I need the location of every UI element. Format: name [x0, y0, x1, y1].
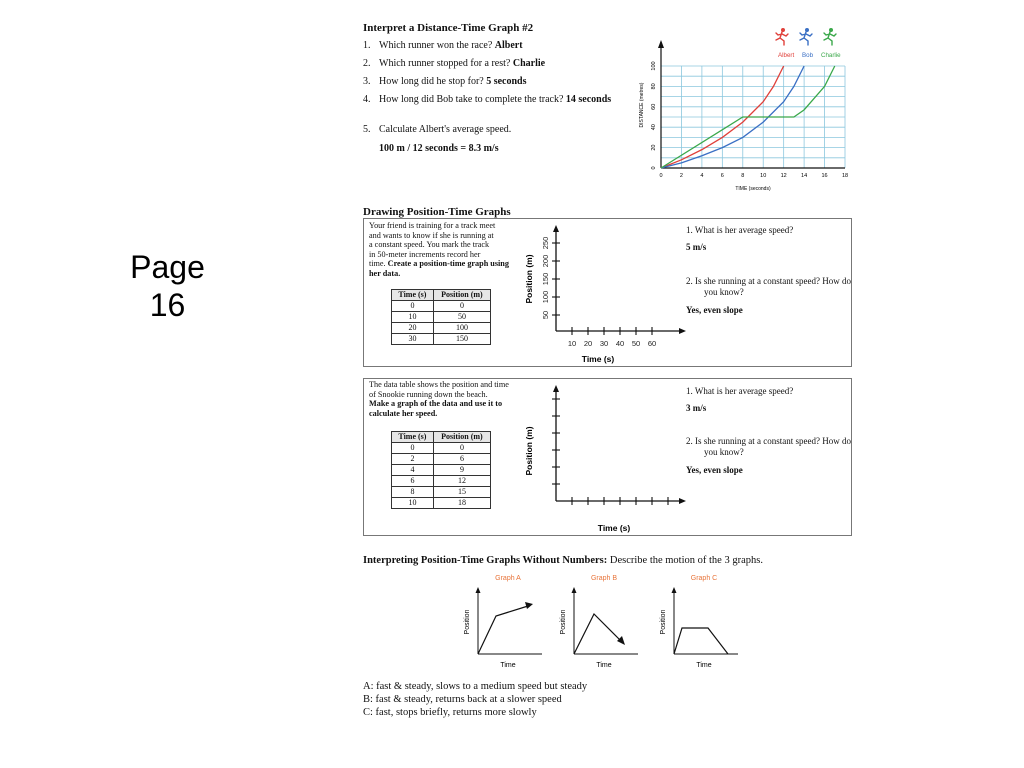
box1-data-table: Time (s) Position (m) 0 0 10 50 20 100 30 150 — [391, 289, 491, 345]
runner-bob-icon — [800, 28, 812, 45]
x-tick-label: 8 — [741, 173, 745, 179]
legend-charlie: Charlie — [821, 52, 841, 59]
x-axis-label: TIME (seconds) — [735, 186, 771, 192]
exercise-box-1 — [363, 218, 852, 367]
table-row: 0 0 — [392, 443, 491, 454]
box2-answer-2: Yes, even slope — [686, 465, 743, 475]
graph-a-label: Graph A — [495, 575, 521, 582]
question-5: 5. Calculate Albert's average speed. — [363, 124, 512, 135]
x-tick-labels — [659, 173, 848, 179]
page-label — [110, 248, 225, 324]
page-label-line1: Page — [130, 249, 205, 285]
graph-c — [660, 575, 738, 669]
x-tick-label: 0 — [659, 173, 663, 179]
position-time-ticks-2 — [552, 399, 668, 505]
table-row: 6 12 — [392, 476, 491, 487]
question-1: 1. Which runner won the race? Albert — [363, 40, 523, 51]
distance-time-chart — [635, 20, 850, 195]
graph-b — [560, 575, 638, 669]
x-tick-label: 6 — [720, 173, 724, 179]
y-tick-labels — [651, 61, 657, 169]
box2-question-1: 1. What is her average speed? — [686, 386, 794, 396]
x-axis-label: Time (s) — [597, 523, 631, 533]
answer-5: 100 m / 12 seconds = 8.3 m/s — [379, 143, 499, 154]
legend-bob: Bob — [802, 52, 814, 59]
position-time-axes-1 — [522, 219, 692, 365]
y-tick-label: 100 — [541, 290, 550, 304]
question-4: 4. How long did Bob take to complete the track? 14 seconds — [363, 94, 612, 105]
x-tick-label: 30 — [599, 339, 609, 348]
graph-b-xlabel: Time — [596, 662, 612, 669]
x-tick-label: 60 — [647, 339, 657, 348]
table-row: 8 15 — [392, 487, 491, 498]
y-tick-label: 100 — [651, 61, 657, 71]
x-tick-label: 10 — [567, 339, 577, 348]
y-axis-label: Position (m) — [524, 254, 534, 304]
exercise-box-2 — [363, 378, 852, 536]
graph-a — [464, 575, 542, 669]
runner-charlie-icon — [824, 28, 836, 45]
box2-intro: The data table shows the position and time of Snookie running down the beach. Make a graph of the data and use it to calculate her speed. — [369, 380, 509, 418]
box2-question-2: 2. Is she running at a constant speed? How do you know? — [686, 436, 851, 457]
y-tick-label: 20 — [651, 144, 657, 151]
section1-title: Interpret a Distance-Time Graph #2 — [363, 22, 534, 34]
box1-question-1: 1. What is her average speed? — [686, 225, 794, 235]
page-label-line2: 16 — [149, 287, 186, 323]
table-row: 30 150 — [392, 334, 491, 345]
y-axis-label: DISTANCE (metres) — [639, 82, 645, 128]
y-tick-label: 50 — [541, 310, 550, 320]
y-axis-label: Position (m) — [524, 426, 534, 476]
x-tick-label: 14 — [801, 173, 808, 179]
position-time-axes-2 — [522, 379, 692, 535]
motion-answers — [363, 680, 843, 719]
box2-data-table: Time (s) Position (m) 0 0 2 6 4 9 6 12 8 15 10 18 — [391, 431, 491, 509]
answer-c: C: fast, stops briefly, returns more slowly — [363, 707, 537, 718]
x-tick-label: 18 — [841, 173, 849, 179]
box2-answer-1: 3 m/s — [686, 403, 707, 413]
box1-answer-1: 5 m/s — [686, 242, 707, 252]
x-tick-label: 12 — [780, 173, 787, 179]
x-axis-label: Time (s) — [581, 354, 615, 364]
graph-c-xlabel: Time — [696, 662, 712, 669]
x-tick-label: 20 — [583, 339, 593, 348]
box1-question-2: 2. Is she running at a constant speed? How do you know? — [686, 276, 851, 297]
x-tick-label: 2 — [679, 173, 683, 179]
x-tick-label: 10 — [760, 173, 767, 179]
graph-b-ylabel: Position — [560, 609, 567, 635]
question-3: 3. How long did he stop for? 5 seconds — [363, 76, 527, 87]
graph-c-ylabel: Position — [660, 609, 667, 635]
table-row: 10 50 — [392, 312, 491, 323]
y-tick-label: 60 — [651, 103, 657, 110]
y-tick-label: 40 — [651, 124, 657, 131]
y-tick-label: 200 — [541, 254, 550, 268]
question-2: 2. Which runner stopped for a rest? Charlie — [363, 58, 546, 69]
graph-b-label: Graph B — [590, 575, 618, 582]
table-row: 2 6 — [392, 454, 491, 465]
graph-a-xlabel: Time — [500, 662, 516, 669]
table-row: 20 100 — [392, 323, 491, 334]
legend-albert: Albert — [778, 52, 795, 59]
legend — [776, 28, 841, 59]
x-tick-label: 40 — [615, 339, 625, 348]
x-tick-label: 16 — [821, 173, 828, 179]
section3-heading: Interpreting Position-Time Graphs Without Numbers: Describe the motion of the 3 graphs. — [363, 555, 763, 566]
graph-c-label: Graph C — [690, 575, 718, 582]
runner-albert-icon — [776, 28, 788, 45]
x-tick-label: 50 — [631, 339, 641, 348]
y-tick-label: 0 — [651, 166, 657, 170]
table-row: 4 9 — [392, 465, 491, 476]
box1-answer-2: Yes, even slope — [686, 305, 743, 315]
box1-intro: Your friend is training for a track meet and wants to know if she is running at a constant speed. You mark the track in 50-meter increments record her time. Create a position-time graph using her data. — [369, 221, 509, 278]
answer-a: A: fast & steady, slows to a medium speed but steady — [363, 681, 588, 692]
y-tick-label: 150 — [541, 272, 550, 286]
worksheet — [360, 18, 854, 728]
section2-title: Drawing Position-Time Graphs — [363, 206, 511, 218]
y-tick-label: 250 — [541, 236, 550, 250]
y-tick-label: 80 — [651, 83, 657, 90]
graph-a-ylabel: Position — [464, 609, 471, 635]
x-tick-label: 4 — [700, 173, 704, 179]
answer-b: B: fast & steady, returns back at a slower speed — [363, 694, 562, 705]
chart-axes — [658, 40, 845, 168]
table-row: 10 18 — [392, 498, 491, 509]
motion-graphs — [456, 570, 756, 670]
table-row: 0 0 — [392, 301, 491, 312]
